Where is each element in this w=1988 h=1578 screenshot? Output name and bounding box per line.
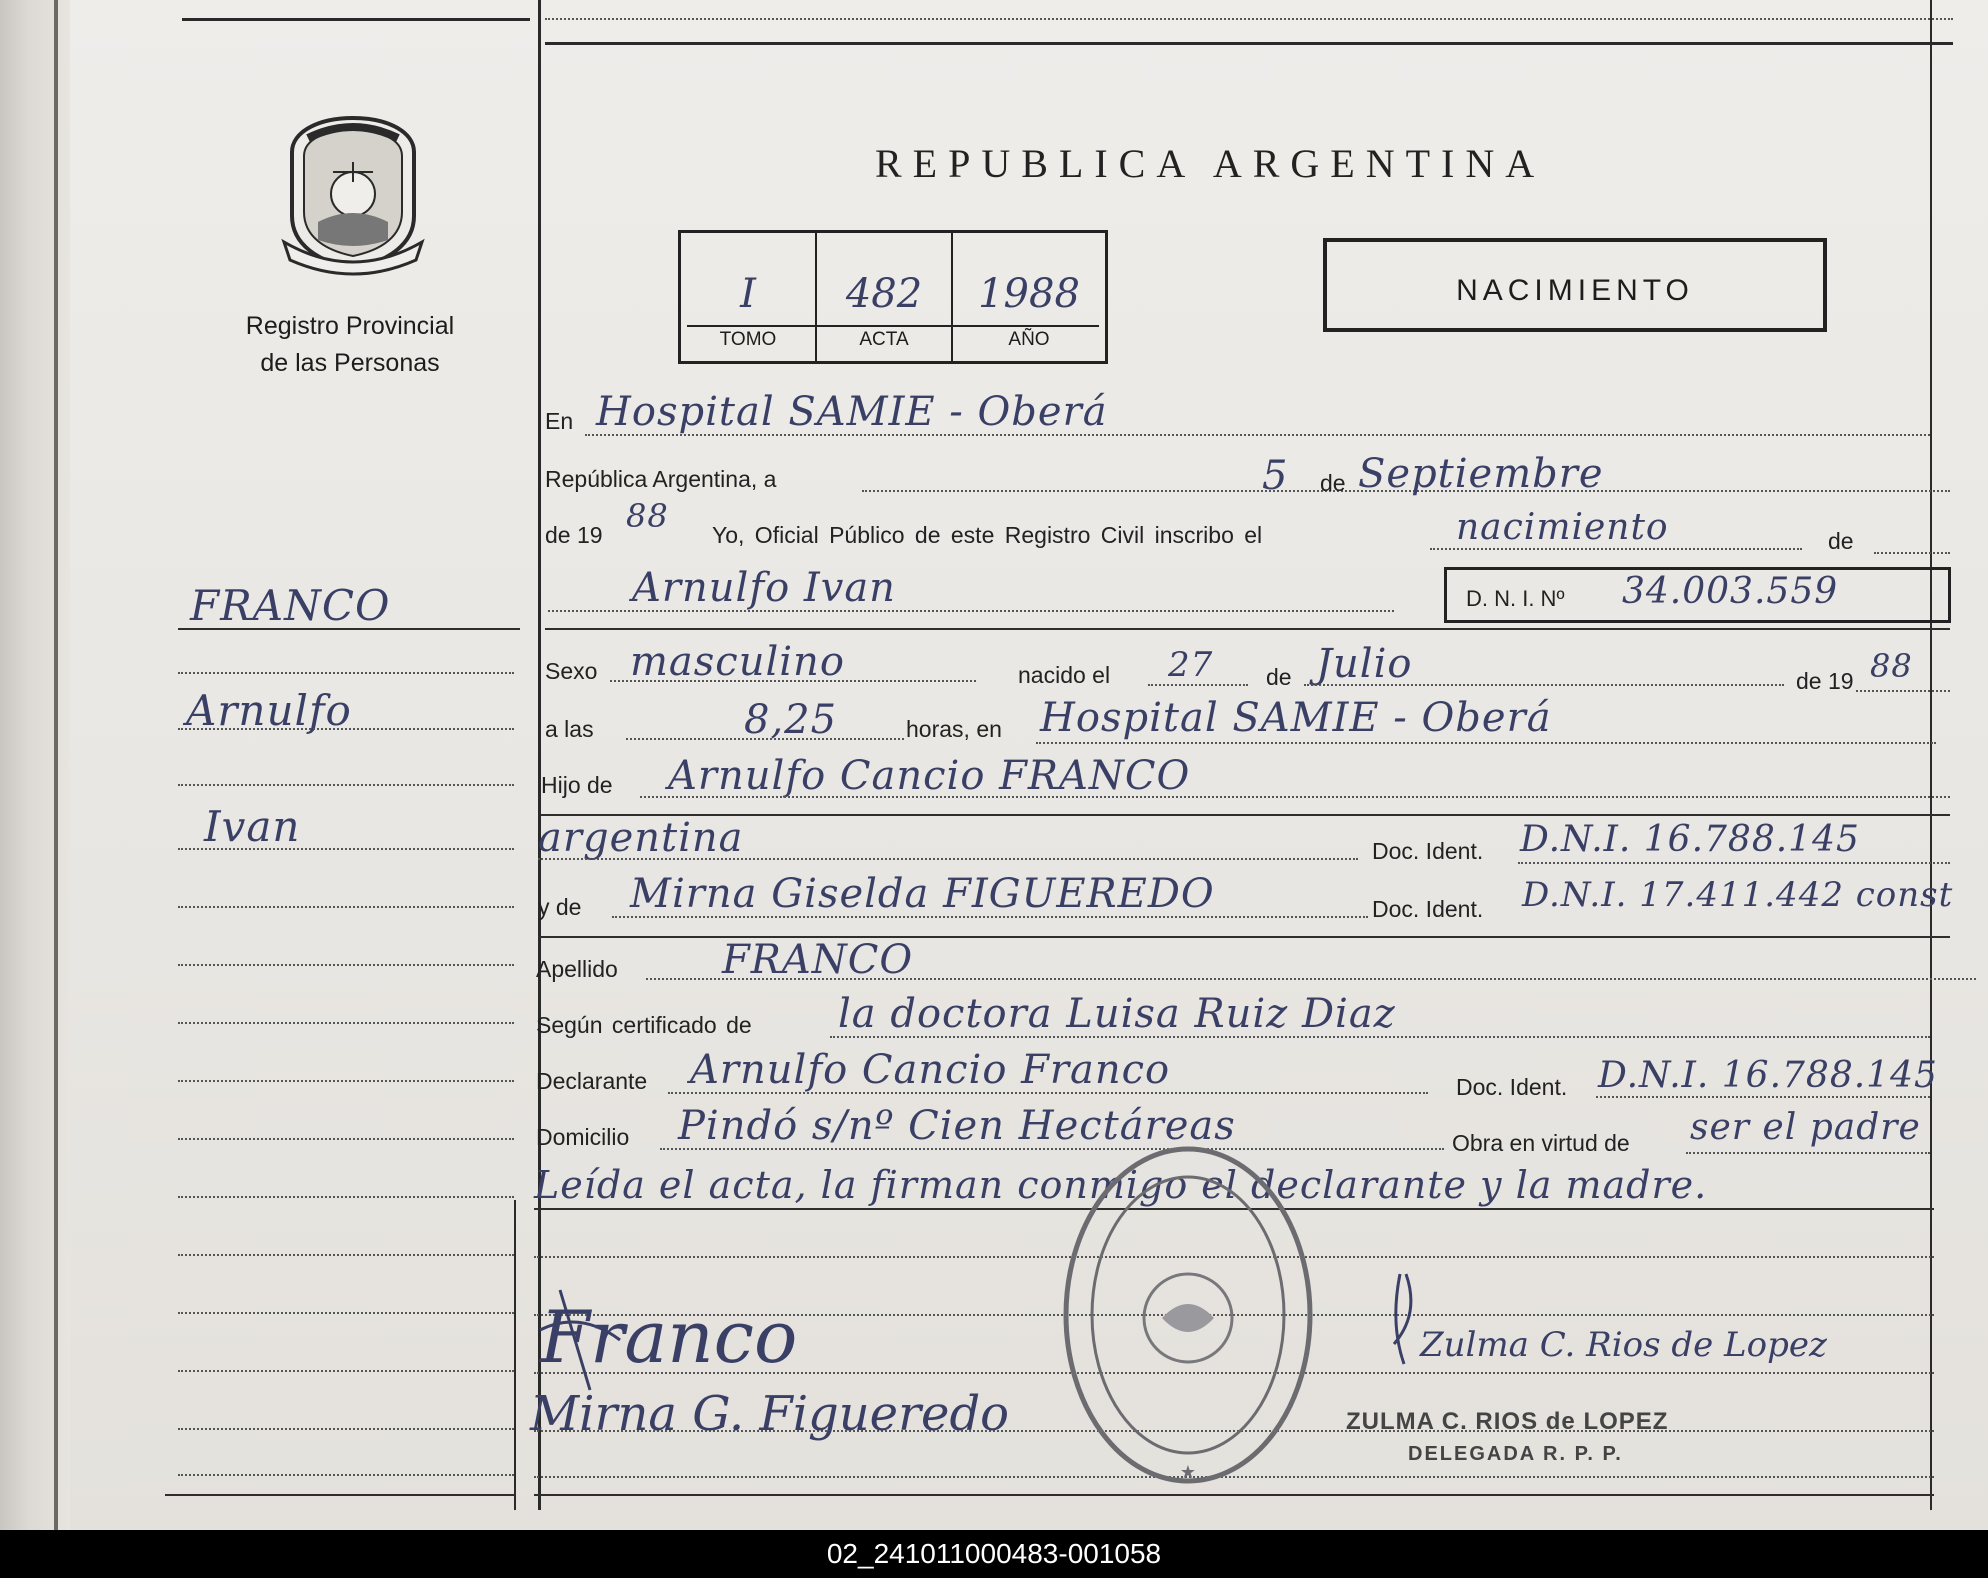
page-edge-shadow — [0, 0, 70, 1530]
person-value: Arnulfo Ivan — [632, 565, 896, 611]
provincial-seal-icon — [278, 112, 428, 278]
father-line — [640, 796, 1950, 798]
margin-line-1 — [178, 672, 514, 674]
register-box — [678, 230, 1108, 364]
de-label3: de — [1266, 664, 1292, 690]
domicilio-label: Domicilio — [536, 1124, 630, 1150]
place-line — [1036, 742, 1936, 744]
margin-line-14 — [178, 1428, 514, 1430]
official-name: ZULMA C. RIOS de LOPEZ — [1346, 1408, 1669, 1435]
column-divider-left — [514, 1200, 516, 1510]
top-dots-right — [545, 18, 1953, 20]
file-code-bar — [0, 1530, 1988, 1578]
act-type: NACIMIENTO — [1456, 274, 1694, 307]
dni-value: 34.003.559 — [1622, 571, 1839, 612]
margin-line-11 — [178, 1254, 514, 1256]
inscribe-line — [1430, 548, 1802, 550]
obra-line — [1686, 1152, 1930, 1154]
father-doc: D.N.I. 16.788.145 — [1520, 819, 1860, 860]
segun-line — [830, 1036, 1930, 1038]
margin-line-8 — [178, 1080, 514, 1082]
place-value: Hospital SAMIE - Oberá — [1040, 695, 1552, 741]
birth-year: 88 — [1870, 647, 1913, 685]
signature-official-text: Zulma C. Rios de Lopez — [1420, 1325, 1827, 1365]
margin-line-0 — [178, 628, 520, 630]
margin-line-bottom — [165, 1494, 515, 1496]
signature-official — [1350, 1264, 1827, 1384]
signature-mother — [520, 1368, 1140, 1488]
en-value: Hospital SAMIE - Oberá — [596, 389, 1108, 435]
inscribe-value: nacimiento — [1456, 507, 1669, 548]
signature-mother-text: Mirna G. Figueredo — [530, 1386, 1010, 1442]
person-line — [548, 610, 1394, 612]
nacido-label: nacido el — [1018, 662, 1111, 688]
country-title: REPUBLICA ARGENTINA — [875, 141, 1546, 186]
ano-cell — [953, 233, 1105, 361]
margin-line-5 — [178, 906, 514, 908]
svg-text:★: ★ — [1179, 1462, 1197, 1483]
apellido-value: FRANCO — [722, 937, 914, 983]
margin-line-7 — [178, 1022, 514, 1024]
registry-line1: Registro Provincial — [245, 312, 455, 340]
row7-rule — [541, 814, 1950, 816]
birth-day-line — [1148, 684, 1248, 686]
margin-name1: Arnulfo — [186, 686, 352, 735]
birth-day: 27 — [1168, 645, 1214, 685]
birth-year-line — [1856, 690, 1950, 692]
margin-line-3 — [178, 784, 514, 786]
tomo-label: TOMO — [719, 329, 777, 350]
ano-label: AÑO — [1008, 329, 1050, 350]
hour-line — [626, 738, 904, 740]
yde-label: y de — [538, 894, 582, 920]
en-line — [585, 434, 1930, 436]
mother-doc: D.N.I. 17.411.442 const — [1522, 875, 1954, 915]
tomo-value: I — [740, 271, 756, 317]
father-nat-line — [538, 858, 1358, 860]
father-doc-line — [1518, 862, 1950, 864]
page-edge-line — [54, 0, 58, 1530]
birth-month: Julio — [1316, 641, 1413, 687]
declarante-doc: D.N.I. 16.788.145 — [1598, 1055, 1938, 1096]
hour-value: 8,25 — [744, 697, 838, 743]
mother-line — [612, 916, 1368, 918]
hijo-label: Hijo de — [541, 772, 613, 798]
dni-label: D. N. I. Nº — [1466, 586, 1565, 611]
segun-value: la doctora Luisa Ruiz Diaz — [838, 991, 1396, 1037]
margin-line-13 — [178, 1370, 514, 1372]
margin-line-4 — [178, 848, 514, 850]
sexo-line — [610, 680, 976, 682]
month-value: Septiembre — [1358, 451, 1604, 497]
act-type-box — [1323, 238, 1827, 332]
margin-line-15 — [178, 1474, 514, 1476]
official-title: DELEGADA R. P. P. — [1408, 1443, 1623, 1465]
father-value: Arnulfo Cancio FRANCO — [668, 753, 1191, 799]
top-rule-left — [182, 18, 530, 21]
declarante-label: Declarante — [536, 1068, 648, 1094]
margin-line-9 — [178, 1138, 514, 1140]
domicilio-value: Pindó s/nº Cien Hectáreas — [678, 1103, 1236, 1149]
en-label: En — [545, 408, 574, 434]
declarante-doc-line — [1596, 1096, 1930, 1098]
de-line2 — [1874, 552, 1950, 554]
margin-line-2 — [178, 728, 514, 730]
segun-label: Según certificado de — [536, 1012, 752, 1038]
year-value: 88 — [626, 497, 669, 535]
acta-value: 482 — [845, 271, 923, 317]
margin-line-6 — [178, 964, 514, 966]
doc-label: Doc. Ident. — [1372, 838, 1484, 864]
de-label: de — [1320, 470, 1346, 496]
column-divider-right — [1930, 0, 1932, 1510]
body-line-bottom — [534, 1494, 1934, 1496]
row4-rule — [545, 628, 1950, 630]
declarante-line — [668, 1092, 1428, 1094]
obra-value: ser el padre — [1690, 1107, 1921, 1148]
leida-value: Leída el acta, la firman conmigo el declarante y la madre. — [534, 1163, 1708, 1207]
top-rule-right — [545, 42, 1953, 45]
horas-label: horas, en — [906, 716, 1002, 742]
ano-value: 1988 — [978, 271, 1080, 317]
registry-line2: de las Personas — [260, 349, 440, 377]
registry-name — [220, 308, 480, 382]
acta-label: ACTA — [859, 329, 909, 350]
margin-line-10 — [178, 1196, 514, 1198]
margin-name2: Ivan — [204, 802, 301, 851]
signature-father-text: Franco — [540, 1295, 798, 1379]
margin-line-12 — [178, 1312, 514, 1314]
republica-label: República Argentina, a — [545, 466, 777, 492]
mother-value: Mirna Giselda FIGUEREDO — [630, 871, 1215, 917]
doc-label3: Doc. Ident. — [1456, 1074, 1568, 1100]
obra-label: Obra en virtud de — [1452, 1130, 1630, 1156]
apellido-label: Apellido — [536, 956, 618, 982]
margin-surname: FRANCO — [190, 581, 391, 630]
year-prefix: de 19 — [545, 522, 603, 548]
yo-label: Yo, Oficial Público de este Registro Civil inscribo el — [712, 522, 1263, 548]
birth-month-line — [1304, 684, 1784, 686]
doc-label2: Doc. Ident. — [1372, 896, 1484, 922]
tomo-cell — [681, 233, 817, 361]
alas-label: a las — [545, 716, 594, 742]
de-label2: de — [1828, 528, 1854, 554]
father-nationality: argentina — [538, 815, 744, 861]
sexo-value: masculino — [630, 639, 845, 685]
register-rule — [687, 325, 1099, 327]
declarante-value: Arnulfo Cancio Franco — [690, 1047, 1171, 1093]
de19-label: de 19 — [1796, 668, 1854, 694]
acta-cell — [817, 233, 953, 361]
day-value: 5 — [1262, 453, 1289, 499]
domicilio-line — [660, 1148, 1444, 1150]
apellido-line — [646, 978, 1976, 980]
file-code: 02_241011000483-001058 — [826, 1538, 1162, 1569]
sexo-label: Sexo — [545, 658, 598, 684]
